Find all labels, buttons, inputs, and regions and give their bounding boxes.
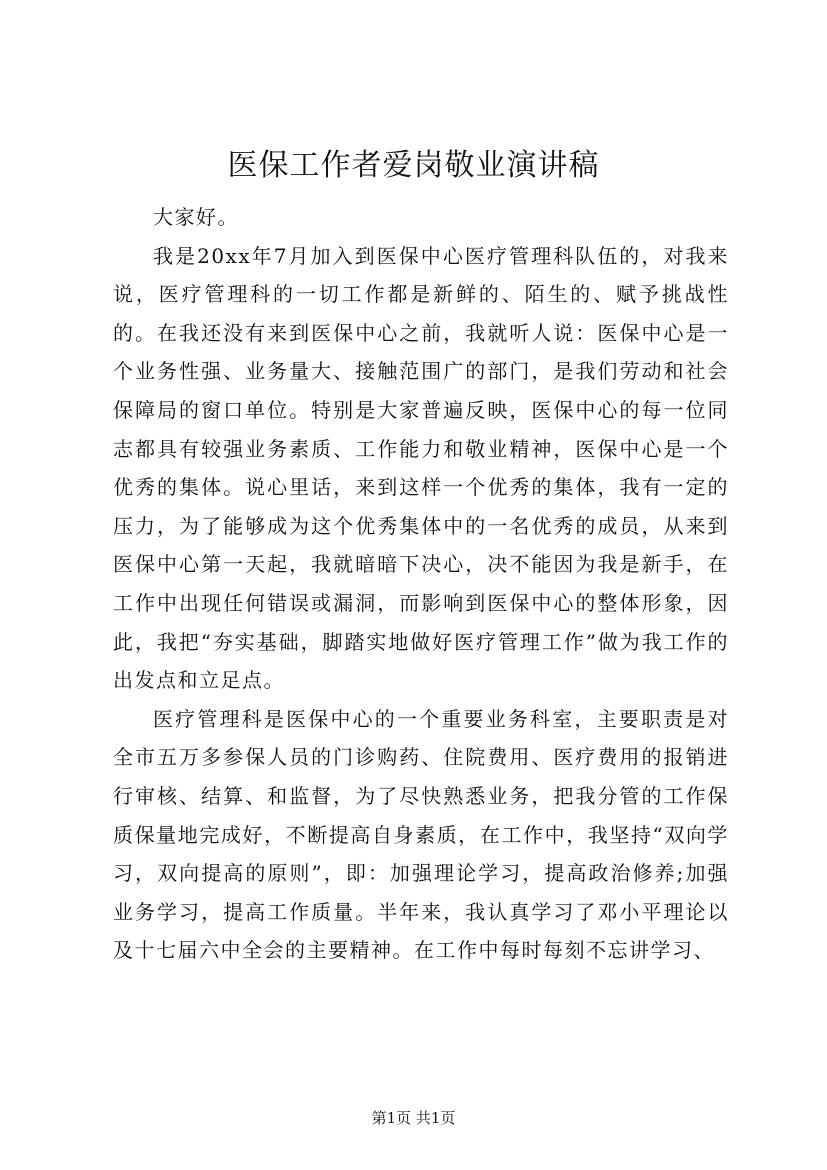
document-body bbox=[113, 198, 729, 970]
document-title: 医保工作者爱岗敬业演讲稿 bbox=[227, 148, 600, 183]
paragraph-duties: 医疗管理科是医保中心的一个重要业务科室，主要职责是对全市五万多参保人员的门诊购药、住院费用、医疗费用的报销进行审核、结算、和监督，为了尽快熟悉业务，把我分管的工作保质保量地完成好，不断提高自身素质，在工作中，我坚持“双向学习，双向提高的原则”，即：加强理论学习，提高政治修养;加强业务学习，提高工作质量。半年来，我认真学习了邓小平理论以及十七届六中全会的主要精神。在工作中每时每刻不忘讲学习、 bbox=[113, 706, 729, 963]
paragraph-introduction: 我是20xx年7月加入到医保中心医疗管理科队伍的，对我来说，医疗管理科的一切工作都是新鲜的、陌生的、赋予挑战性的。在我还没有来到医保中心之前，我就听人说：医保中心是一个业务性强、业务量大、接触范围广的部门，是我们劳动和社会保障局的窗口单位。特别是大家普遍反映，医保中心的每一位同志都具有较强业务素质、工作能力和敬业精神，医保中心是一个优秀的集体。说心里话，来到这样一个优秀的集体，我有一定的压力，为了能够成为这个优秀集体中的一名优秀的成员，从来到医保中心第一天起，我就暗暗下决心，决不能因为我是新手，在工作中出现任何错误或漏洞，而影响到医保中心的整体形象，因此，我把“夯实基础，脚踏实地做好医疗管理工作”做为我工作的出发点和立足点。 bbox=[113, 243, 729, 693]
paragraph-greeting: 大家好。 bbox=[153, 205, 239, 229]
page-number-footer: 第1页 共1页 bbox=[371, 1109, 456, 1127]
